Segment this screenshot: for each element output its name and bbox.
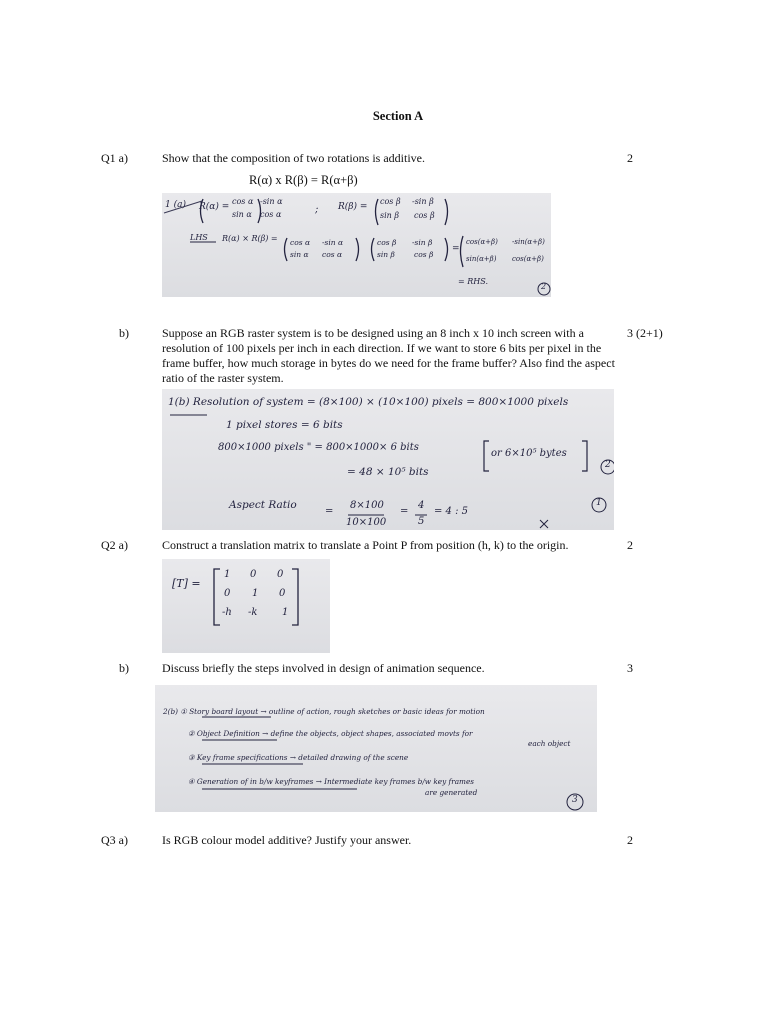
q2-hw-m11: 1 bbox=[224, 569, 231, 580]
q1-hw-mark: 2 bbox=[541, 282, 547, 291]
q1-hw-tag: 1 (a) bbox=[165, 200, 186, 210]
q1b-hw-mark2: 2 bbox=[605, 460, 611, 470]
q1b-number: b) bbox=[119, 326, 129, 340]
q1-hw-res-m21: sin(α+β) bbox=[466, 255, 497, 263]
q1-hw-res-m11: cos(α+β) bbox=[466, 238, 498, 246]
q2-answer-photo bbox=[162, 559, 330, 653]
q1b-hw-line2: 1 pixel stores = 6 bits bbox=[226, 419, 343, 431]
q1-hw-res-b11: cos β bbox=[377, 238, 397, 247]
q1-hw-ra-m11: cos α bbox=[232, 197, 254, 206]
q1b-hw-mark1: 1 bbox=[596, 498, 602, 508]
q2b-number: b) bbox=[119, 661, 129, 675]
q1-hw-res-a12: -sin α bbox=[322, 238, 344, 247]
q2-hw-m31: -h bbox=[222, 607, 232, 618]
q1-hw-ra: R(α) = bbox=[199, 202, 230, 212]
q1-hw-prod: R(α) × R(β) = bbox=[222, 234, 278, 243]
q3-number: Q3 a) bbox=[101, 833, 128, 847]
q2-number: Q2 a) bbox=[101, 538, 128, 552]
q2-text: Construct a translation matrix to translate a Point P from position (h, k) to the origin. bbox=[162, 538, 569, 552]
q2-hw-m32: -k bbox=[248, 607, 258, 618]
q2b-hw-l2: ② Object Definition → define the objects, object shapes, associated movts for bbox=[188, 729, 473, 738]
q1-hw-res-b22: cos β bbox=[414, 250, 434, 259]
q1-hw-ra-m21: sin α bbox=[232, 210, 252, 219]
q1-hw-res-b12: -sin β bbox=[412, 238, 433, 247]
q1-marks: 2 bbox=[627, 151, 633, 165]
q1b-hw-aspect: Aspect Ratio bbox=[229, 499, 297, 511]
q1b-hw-frac-den: 10×100 bbox=[346, 517, 387, 528]
q2b-hw-l4b: are generated bbox=[425, 788, 478, 797]
q2b-hw-l4: ④ Generation of in b/w keyframes → Intermediate key frames b/w key frames bbox=[188, 777, 475, 786]
q1-number: Q1 a) bbox=[101, 151, 128, 165]
q2-marks: 2 bbox=[627, 538, 633, 552]
q1-hw-res-a21: sin α bbox=[290, 250, 309, 259]
q1-hw-res-b21: sin β bbox=[377, 250, 395, 259]
q1-hw-rb-m12: -sin β bbox=[412, 197, 434, 206]
q2b-answer-photo bbox=[155, 685, 597, 812]
q1b-marks: 3 (2+1) bbox=[627, 326, 663, 340]
q1-hw-semicolon: ; bbox=[315, 204, 319, 215]
q1-hw-rb-m22: cos β bbox=[414, 211, 435, 220]
q1-hw-res-m12: -sin(α+β) bbox=[512, 238, 545, 246]
q1b-hw-line4: = 48 × 10⁵ bits bbox=[347, 466, 429, 478]
q1-hw-lhs: LHS bbox=[190, 233, 208, 242]
q2b-photo-strokes bbox=[155, 685, 597, 812]
q1-hw-res-a11: cos α bbox=[290, 238, 311, 247]
q2-hw-label: [T] = bbox=[172, 577, 201, 590]
q1b-hw-eq: = bbox=[325, 506, 334, 517]
q1b-hw-frac2-num: 4 bbox=[418, 500, 425, 511]
q1-hw-rb-m21: sin β bbox=[380, 211, 399, 220]
q2b-hw-mark: 3 bbox=[572, 795, 578, 805]
q3-marks: 2 bbox=[627, 833, 633, 847]
q1b-text: Suppose an RGB raster system is to be designed using an 8 inch x 10 inch screen with a resolution of 100 pixels per inch in each direction. If we want to store 6 bits per pixel in the frame buffer, how much storage in bytes do we need for the frame buffer? Also find the aspect ratio of the raster system. bbox=[162, 326, 615, 385]
q2b-text: Discuss briefly the steps involved in design of animation sequence. bbox=[162, 661, 485, 675]
q2-hw-m22: 1 bbox=[252, 588, 259, 599]
q1-answer-photo: 1 (a) R(α) = cos α -sin α sin α cos α ; R(β) = cos β -sin β sin β cos β LHS R(α) × R(β) = cos α -sin α sin α cos α cos β -sin β sin β cos β = cos(α+β) -sin(α+β) sin(α+β) cos(α+β) = RHS. 2 bbox=[162, 193, 551, 297]
q3-text: Is RGB colour model additive? Justify your answer. bbox=[162, 833, 412, 847]
q2-hw-m12: 0 bbox=[250, 569, 257, 580]
q1-text: Show that the composition of two rotations is additive. bbox=[162, 151, 425, 165]
q1-hw-rb: R(β) = bbox=[338, 202, 368, 212]
q2-photo-strokes bbox=[162, 559, 330, 653]
q1b-hw-line1: 1(b) Resolution of system = (8×100) × (10×100) pixels = 800×1000 pixels bbox=[168, 396, 569, 408]
q2b-hw-l3: ③ Key frame specifications → detailed drawing of the scene bbox=[188, 753, 409, 762]
q1b-hw-ratio: = 4 : 5 bbox=[434, 506, 469, 517]
q1-hw-rhs: = RHS. bbox=[458, 277, 488, 286]
q1-hw-res-m22: cos(α+β) bbox=[512, 255, 544, 263]
q1b-hw-frac-num: 8×100 bbox=[350, 500, 384, 511]
q1b-hw-frac2-den: 5 bbox=[418, 516, 425, 527]
q1-hw-ra-m22: cos α bbox=[260, 210, 282, 219]
q1-hw-rb-m11: cos β bbox=[380, 197, 401, 206]
q1b-answer-photo: 1(b) Resolution of system = (8×100) × (10×100) pixels = 800×1000 pixels 1 pixel stores = 6 bits 800×1000 pixels " = 800×1000× 6 bits or 6×10⁵ bytes = 48 × 10⁵ bits 2 Aspect Ratio = 8×100 10×100 = 4 5 = 4 : 5 1 bbox=[162, 389, 614, 530]
q1-hw-res-a22: cos α bbox=[322, 250, 343, 259]
q2b-hw-l1: 2(b) ① Story board layout → outline of action, rough sketches or basic ideas for motion bbox=[163, 707, 485, 716]
q1b-hw-line3: 800×1000 pixels " = 800×1000× 6 bits bbox=[218, 442, 419, 453]
section-title: Section A bbox=[372, 109, 424, 123]
q2b-marks: 3 bbox=[627, 661, 633, 675]
q1-hw-ra-m12: -sin α bbox=[260, 197, 283, 206]
q2-hw-m21: 0 bbox=[224, 588, 231, 599]
q1-formula: R(α) x R(β) = R(α+β) bbox=[249, 173, 358, 187]
q1b-hw-line3b: or 6×10⁵ bytes bbox=[491, 448, 567, 459]
q2b-hw-l2b: each object bbox=[528, 739, 571, 748]
q2-hw-m33: 1 bbox=[282, 607, 289, 618]
q2-hw-m23: 0 bbox=[279, 588, 286, 599]
q2-hw-m13: 0 bbox=[277, 569, 284, 580]
